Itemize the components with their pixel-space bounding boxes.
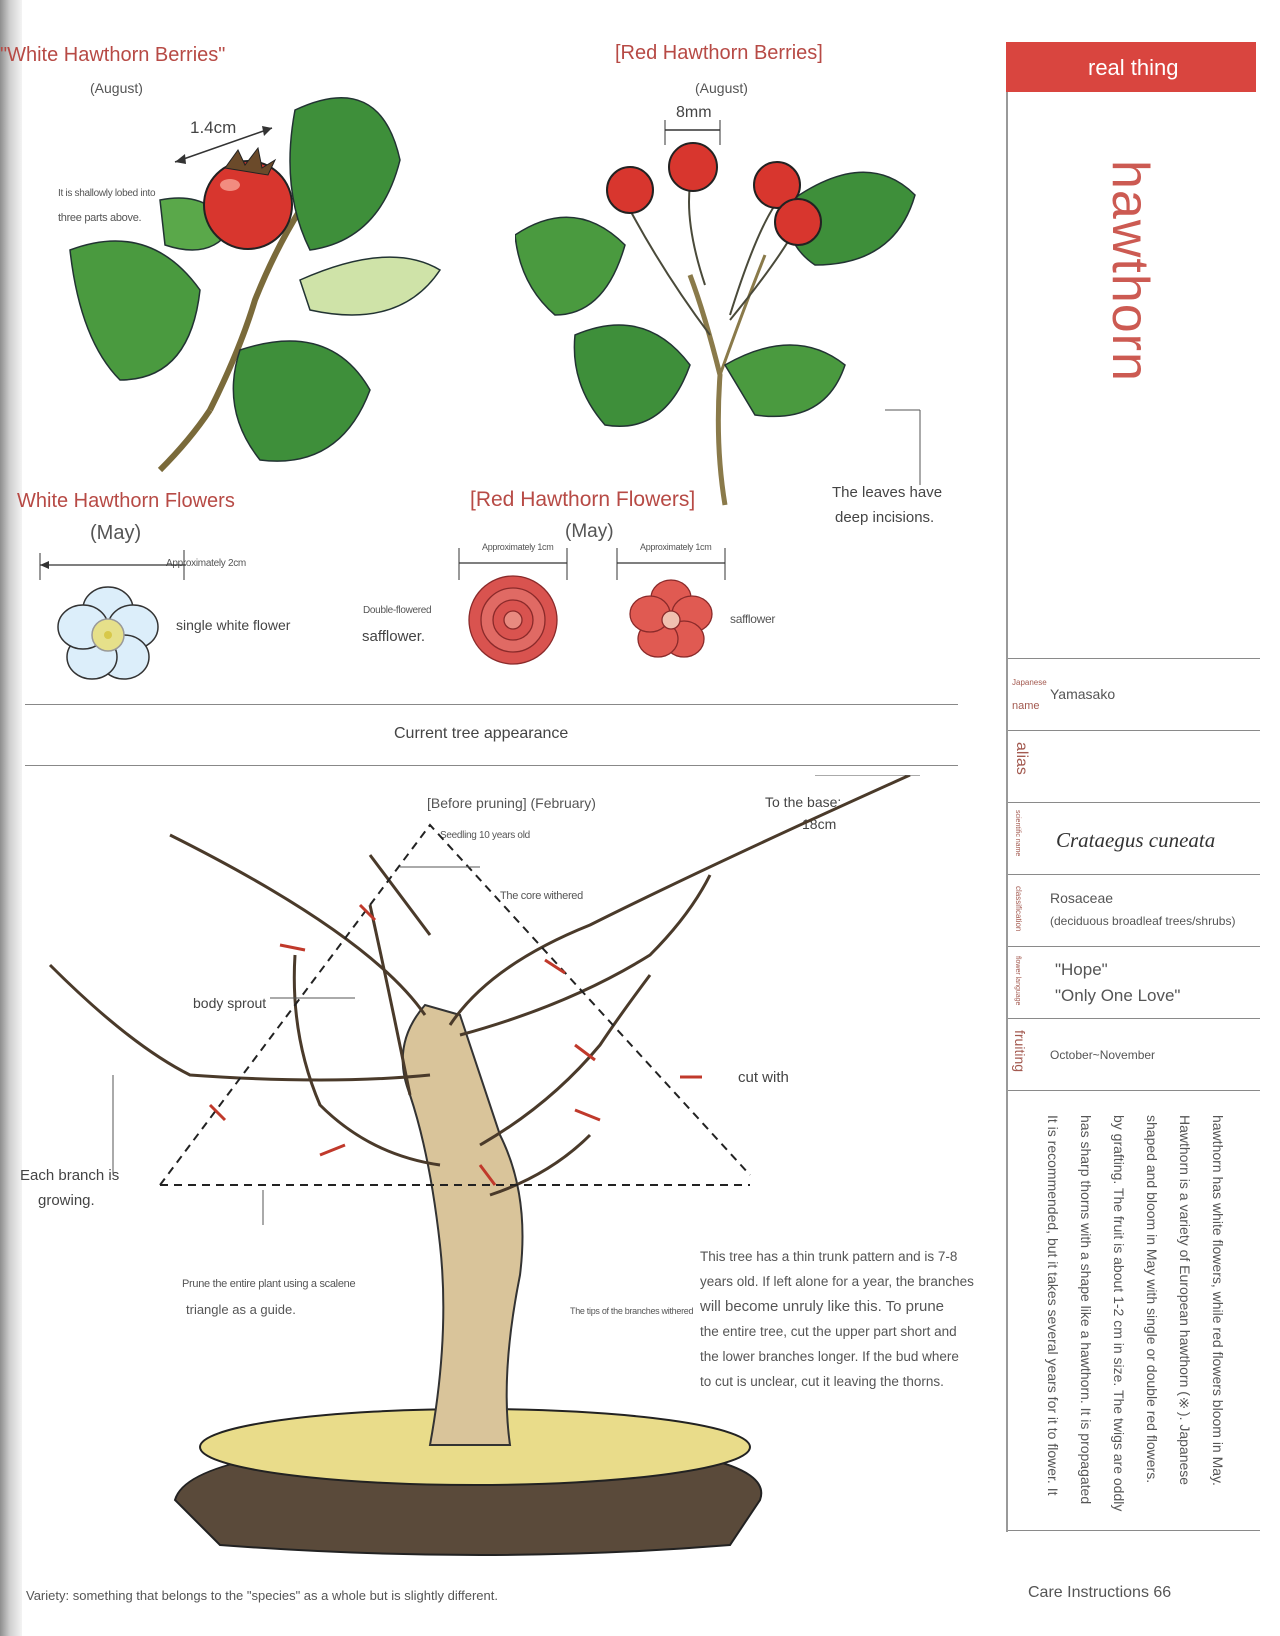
double-flower-small: Double-flowered	[363, 605, 432, 616]
double-flower-label: safflower.	[362, 628, 426, 645]
divider-top	[25, 704, 958, 705]
white-berries-title: "White Hawthorn Berries"	[0, 44, 226, 66]
before-pruning-label: [Before pruning] (February)	[427, 795, 596, 811]
classification-value-2: (deciduous broadleaf trees/shrubs)	[1050, 914, 1236, 928]
japanese-name-value: Yamasako	[1050, 686, 1116, 702]
scientific-name-key: scientific name	[1014, 810, 1021, 857]
prune-guide-label-1: Prune the entire plant using a scalene	[182, 1278, 356, 1290]
flower-language-value-2: "Only One Love"	[1055, 986, 1181, 1005]
tree-paragraph-line-1: This tree has a thin trunk pattern and is 7-8	[700, 1249, 958, 1264]
tips-withered-label: The tips of the branches withered	[570, 1306, 694, 1316]
flower-language-key: flower language	[1014, 956, 1021, 1006]
description-line-6: It is recommended, but it takes several years for it to flower. It	[1045, 1115, 1061, 1496]
leaf-note-1: The leaves have	[832, 484, 943, 501]
classification-key: classification	[1014, 886, 1023, 932]
tree-paragraph-line-3: will become unruly like this. To prune	[700, 1298, 945, 1315]
white-berries-note-1: It is shallowly lobed into	[58, 188, 156, 199]
fruiting-key: fruiting	[1012, 1030, 1028, 1073]
row-divider	[1008, 946, 1260, 947]
each-branch-label-1: Each branch is	[20, 1167, 120, 1184]
banner-text: real thing	[1088, 55, 1179, 80]
white-flowers-label: single white flower	[176, 617, 291, 633]
red-berries-title: [Red Hawthorn Berries]	[615, 42, 823, 64]
leaf-note-2: deep incisions.	[835, 509, 935, 526]
white-flowers-title: White Hawthorn Flowers	[17, 490, 235, 512]
red-flowers-month: (May)	[565, 521, 614, 542]
red-flowers-title: [Red Hawthorn Flowers]	[470, 488, 696, 511]
to-base-label: To the base:	[765, 794, 842, 810]
row-divider	[1008, 730, 1260, 731]
to-base-value: 18cm	[802, 816, 837, 832]
divider-bottom	[25, 765, 958, 766]
row-divider	[1008, 1090, 1260, 1091]
flower-language-value: "Hope"	[1055, 960, 1108, 979]
japanese-name-key-a: Japanese	[1012, 678, 1047, 687]
species-title: hawthorn	[1101, 160, 1159, 382]
red-flowers-illustration	[455, 540, 735, 670]
red-flowers-size-1: Approximately 1cm	[482, 542, 554, 552]
seedling-label: Seedling 10 years old	[440, 830, 530, 841]
sidebar-rule	[1006, 92, 1008, 1532]
page-fold-shadow	[0, 0, 22, 1636]
single-red-flower-label: safflower	[730, 612, 776, 626]
classification-value: Rosaceae	[1050, 890, 1114, 906]
description-line-4: by grafting. The fruit is about 1-2 cm in size. The twigs are oddly	[1111, 1115, 1127, 1512]
row-divider	[1008, 874, 1260, 875]
sidebar-banner	[1006, 42, 1256, 92]
row-divider	[1008, 802, 1260, 803]
white-berries-size: 1.4cm	[190, 118, 237, 137]
red-berries-illustration	[515, 115, 935, 515]
alias-key: alias	[1013, 742, 1030, 775]
white-berries-note-2: three parts above.	[58, 212, 142, 224]
cut-with-label: cut with	[738, 1069, 789, 1086]
row-divider	[1008, 1530, 1260, 1531]
description-line-5: has sharp thorns with a shape like a hawthorn. It is propagated	[1078, 1115, 1094, 1505]
red-flowers-size-2: Approximately 1cm	[640, 542, 712, 552]
tree-paragraph	[700, 1244, 985, 1394]
white-berries-month: (August)	[90, 80, 143, 96]
core-withered-label: The core withered	[500, 890, 583, 902]
description-line-1: hawthorn has white flowers, while red flowers bloom in May.	[1210, 1115, 1226, 1486]
white-flowers-month: (May)	[90, 522, 142, 544]
each-branch-label-2: growing.	[38, 1192, 95, 1209]
tree-paragraph-line-4: the entire tree, cut the upper part short and	[700, 1324, 957, 1339]
white-flowers-size: Approximately 2cm	[166, 558, 246, 569]
red-berries-month: (August)	[695, 80, 748, 96]
bonsai-tree-illustration	[30, 775, 960, 1575]
description-line-2: Hawthorn is a variety of European hawthorn (※). Japanese	[1177, 1115, 1193, 1486]
tree-section-title: Current tree appearance	[394, 725, 569, 742]
scientific-name-value: Crataegus cuneata	[1056, 828, 1216, 852]
tree-paragraph-line-6: to cut is unclear, cut it leaving the thorns.	[700, 1374, 944, 1389]
tree-paragraph-line-5: the lower branches longer. If the bud where	[700, 1349, 959, 1364]
row-divider	[1008, 1018, 1260, 1019]
variety-footnote: Variety: something that belongs to the "species" as a whole but is slightly different.	[26, 1588, 498, 1603]
description-line-3: shaped and bloom in May with single or double red flowers.	[1144, 1115, 1160, 1484]
prune-guide-label-2: triangle as a guide.	[186, 1302, 296, 1317]
page-number: Care Instructions 66	[1028, 1584, 1172, 1601]
species-description	[1036, 1115, 1234, 1555]
fruiting-value: October~November	[1050, 1048, 1156, 1062]
white-flower-illustration	[36, 545, 186, 685]
red-berries-size: 8mm	[676, 104, 712, 121]
body-sprout-label: body sprout	[193, 995, 267, 1011]
white-berries-illustration	[40, 50, 470, 490]
tree-paragraph-line-2: years old. If left alone for a year, the branches	[700, 1274, 974, 1289]
japanese-name-key-b: name	[1012, 700, 1040, 712]
row-divider	[1008, 658, 1260, 659]
